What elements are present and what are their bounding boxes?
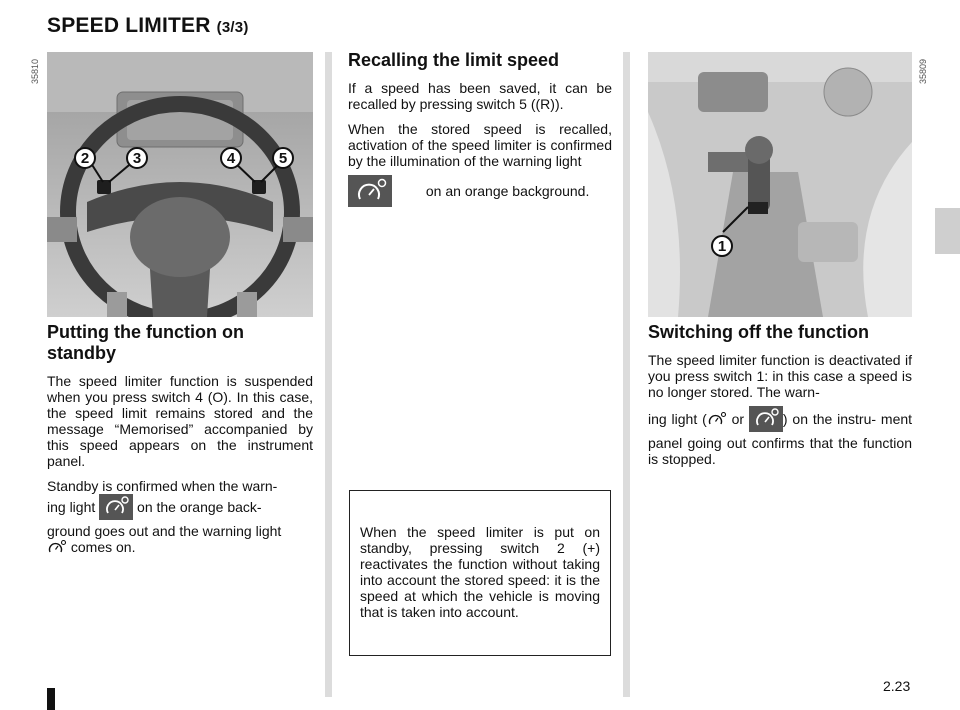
page-number: 2.23 bbox=[883, 678, 911, 694]
switch-off-paragraph-1: The speed limiter function is deactivated if you press switch 1: in this case a speed is no longer stored. The warn- bbox=[648, 352, 912, 400]
standby-section bbox=[47, 322, 313, 558]
center-console-illustration bbox=[648, 52, 912, 317]
standby-note-box bbox=[349, 490, 611, 656]
steering-wheel-illustration bbox=[47, 52, 313, 317]
callout-3: 3 bbox=[126, 147, 148, 169]
recall-paragraph-1: If a speed has been saved, it can be recalled by pressing switch 5 ((R)). bbox=[348, 80, 612, 112]
switch-off-heading: Switching off the function bbox=[648, 322, 869, 342]
standby-note-text: When the speed limiter is put on standby, pressing switch 2 (+) reactivates the function without taking into account the stored speed: it is the speed at which the vehicle is moving that is taken into account. bbox=[360, 524, 600, 620]
recall-paragraph-2: When the stored speed is recalled, activation of the speed limiter is confirmed by the illumination of the warning light bbox=[348, 121, 612, 169]
standby-paragraph-1: The speed limiter function is suspended when you press switch 4 (O). In this case, the speed limit remains stored and the message “Memorised” accompanied by this speed appears on the instrument panel. bbox=[47, 373, 313, 469]
callout-2: 2 bbox=[74, 147, 96, 169]
column-divider-right bbox=[623, 52, 630, 697]
photo-code-right: 35809 bbox=[918, 58, 928, 84]
recall-heading: Recalling the limit speed bbox=[348, 50, 560, 70]
footer-mark bbox=[47, 688, 55, 710]
switch-off-section bbox=[648, 322, 912, 467]
recall-section bbox=[348, 50, 612, 210]
page-title-part: (3/3) bbox=[216, 19, 249, 36]
steering-wheel-photo bbox=[47, 52, 313, 317]
chapter-tab bbox=[935, 208, 960, 254]
recall-warning-line: on an orange background. bbox=[348, 175, 612, 210]
center-console-photo bbox=[648, 52, 912, 317]
callout-4: 4 bbox=[220, 147, 242, 169]
column-divider-left bbox=[325, 52, 332, 697]
speed-limiter-warning-icon bbox=[707, 411, 727, 430]
speed-limiter-orange-warning-icon bbox=[749, 406, 783, 435]
standby-paragraph-2: Standby is confirmed when the warn- ing light on the orange back- ground goes out and the warning light comes on. bbox=[47, 478, 313, 558]
page-title: SPEED LIMITER (3/3) bbox=[47, 14, 249, 37]
switch-off-paragraph-2: ing light ( or ) on the instru- ment panel going out confirms that the function is stopped. bbox=[648, 406, 912, 467]
speed-limiter-orange-warning-icon bbox=[348, 175, 392, 210]
speed-limiter-warning-icon bbox=[47, 539, 67, 558]
speed-limiter-orange-warning-icon bbox=[99, 494, 133, 523]
callout-5: 5 bbox=[272, 147, 294, 169]
callout-1: 1 bbox=[711, 235, 733, 257]
photo-code-left: 35810 bbox=[30, 58, 40, 84]
standby-heading: Putting the function on standby bbox=[47, 322, 244, 363]
